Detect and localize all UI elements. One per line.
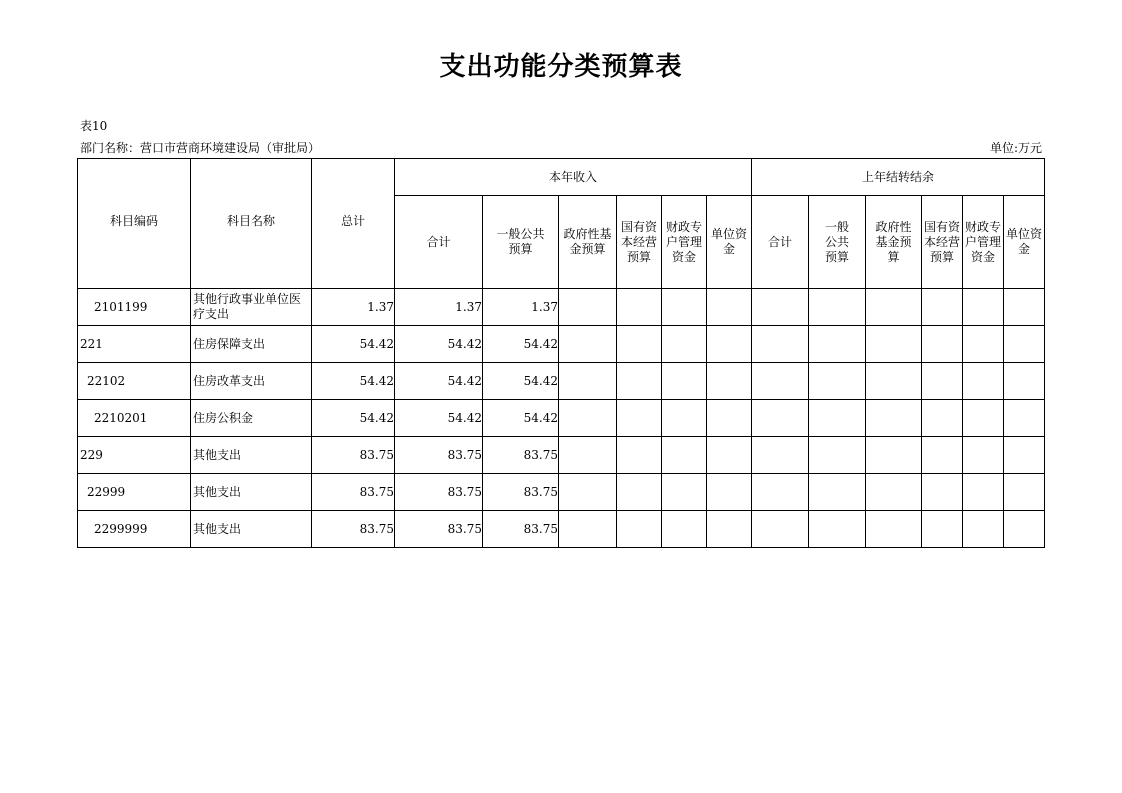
cy-general-value: 83.75 [483,511,559,548]
empty-cell [963,363,1004,400]
empty-cell [809,437,866,474]
table-row [78,474,1045,511]
header-cy-total: 合计 [395,196,483,289]
header-name: 科目名称 [191,159,312,289]
empty-cell [963,474,1004,511]
table-header [78,159,1045,289]
empty-cell [752,289,809,326]
subject-name: 其他行政事业单位医疗支出 [191,289,312,326]
empty-cell [662,289,707,326]
cy-total-value: 83.75 [395,474,483,511]
subject-code: 2299999 [78,511,191,548]
subject-code: 2210201 [78,400,191,437]
header-py-general: 一般公共预算 [809,196,866,289]
empty-cell [1004,511,1045,548]
empty-cell [963,326,1004,363]
subject-code: 22102 [78,363,191,400]
header-py-govfund: 政府性基金预算 [866,196,922,289]
empty-cell [559,437,617,474]
empty-cell [1004,437,1045,474]
empty-cell [809,289,866,326]
empty-cell [559,400,617,437]
header-code: 科目编码 [78,159,191,289]
empty-cell [866,437,922,474]
empty-cell [866,400,922,437]
empty-cell [617,474,662,511]
department-label: 部门名称：营口市营商环境建设局（审批局） [80,141,321,155]
empty-cell [809,326,866,363]
table-row [78,363,1045,400]
table-row [78,289,1045,326]
empty-cell [662,437,707,474]
header-cy-special: 财政专户管理资金 [662,196,707,289]
unit-label: 单位:万元 [989,141,1042,155]
empty-cell [559,511,617,548]
cy-total-value: 54.42 [395,400,483,437]
table-number: 表10 [80,119,108,133]
header-cy-govfund: 政府性基金预算 [559,196,617,289]
header-py-special: 财政专户管理资金 [963,196,1004,289]
empty-cell [617,289,662,326]
empty-cell [809,363,866,400]
header-cy-unit: 单位资金 [707,196,752,289]
subject-code: 229 [78,437,191,474]
empty-cell [922,437,963,474]
empty-cell [963,400,1004,437]
empty-cell [922,511,963,548]
cy-total-value: 54.42 [395,326,483,363]
cy-general-value: 83.75 [483,474,559,511]
empty-cell [963,437,1004,474]
cy-general-value: 54.42 [483,363,559,400]
empty-cell [707,437,752,474]
subject-code: 22999 [78,474,191,511]
cy-general-value: 83.75 [483,437,559,474]
table-row [78,326,1045,363]
empty-cell [559,289,617,326]
empty-cell [922,400,963,437]
subject-name: 其他支出 [191,474,312,511]
header-py-total: 合计 [752,196,809,289]
empty-cell [707,474,752,511]
empty-cell [809,511,866,548]
header-cy-stateasset: 国有资本经营预算 [617,196,662,289]
subject-code: 2101199 [78,289,191,326]
empty-cell [922,289,963,326]
cy-general-value: 54.42 [483,400,559,437]
subject-name: 住房保障支出 [191,326,312,363]
empty-cell [922,363,963,400]
header-py-stateasset: 国有资本经营预算 [922,196,963,289]
empty-cell [707,363,752,400]
empty-cell [752,326,809,363]
total-value: 54.42 [312,326,395,363]
header-cy-general: 一般公共预算 [483,196,559,289]
empty-cell [922,474,963,511]
empty-cell [662,400,707,437]
subject-name: 其他支出 [191,437,312,474]
table-row [78,511,1045,548]
empty-cell [662,474,707,511]
empty-cell [752,363,809,400]
empty-cell [1004,363,1045,400]
empty-cell [922,326,963,363]
empty-cell [866,511,922,548]
empty-cell [617,326,662,363]
empty-cell [866,326,922,363]
empty-cell [559,363,617,400]
empty-cell [617,511,662,548]
empty-cell [707,511,752,548]
empty-cell [809,400,866,437]
cy-general-value: 54.42 [483,326,559,363]
empty-cell [662,363,707,400]
empty-cell [617,400,662,437]
empty-cell [809,474,866,511]
empty-cell [752,400,809,437]
total-value: 83.75 [312,511,395,548]
total-value: 1.37 [312,289,395,326]
empty-cell [866,289,922,326]
subject-name: 住房改革支出 [191,363,312,400]
header-total: 总计 [312,159,395,289]
empty-cell [1004,474,1045,511]
header-prior-year: 上年结转结余 [752,159,1045,196]
empty-cell [752,437,809,474]
cy-total-value: 83.75 [395,437,483,474]
header-py-unit: 单位资金 [1004,196,1045,289]
table-body [78,289,1045,548]
total-value: 54.42 [312,363,395,400]
empty-cell [662,511,707,548]
empty-cell [707,289,752,326]
total-value: 83.75 [312,437,395,474]
budget-table [77,158,1045,548]
subject-code: 221 [78,326,191,363]
empty-cell [866,474,922,511]
empty-cell [963,289,1004,326]
cy-total-value: 54.42 [395,363,483,400]
cy-total-value: 1.37 [395,289,483,326]
total-value: 83.75 [312,474,395,511]
empty-cell [1004,289,1045,326]
total-value: 54.42 [312,400,395,437]
empty-cell [662,326,707,363]
empty-cell [559,326,617,363]
empty-cell [617,363,662,400]
subject-name: 其他支出 [191,511,312,548]
table-row [78,400,1045,437]
table-row [78,437,1045,474]
empty-cell [1004,326,1045,363]
empty-cell [963,511,1004,548]
empty-cell [707,400,752,437]
page-title: 支出功能分类预算表 [439,52,683,82]
subject-name: 住房公积金 [191,400,312,437]
empty-cell [752,511,809,548]
cy-total-value: 83.75 [395,511,483,548]
header-current-year: 本年收入 [395,159,752,196]
empty-cell [866,363,922,400]
cy-general-value: 1.37 [483,289,559,326]
empty-cell [559,474,617,511]
empty-cell [1004,400,1045,437]
empty-cell [707,326,752,363]
empty-cell [752,474,809,511]
empty-cell [617,437,662,474]
